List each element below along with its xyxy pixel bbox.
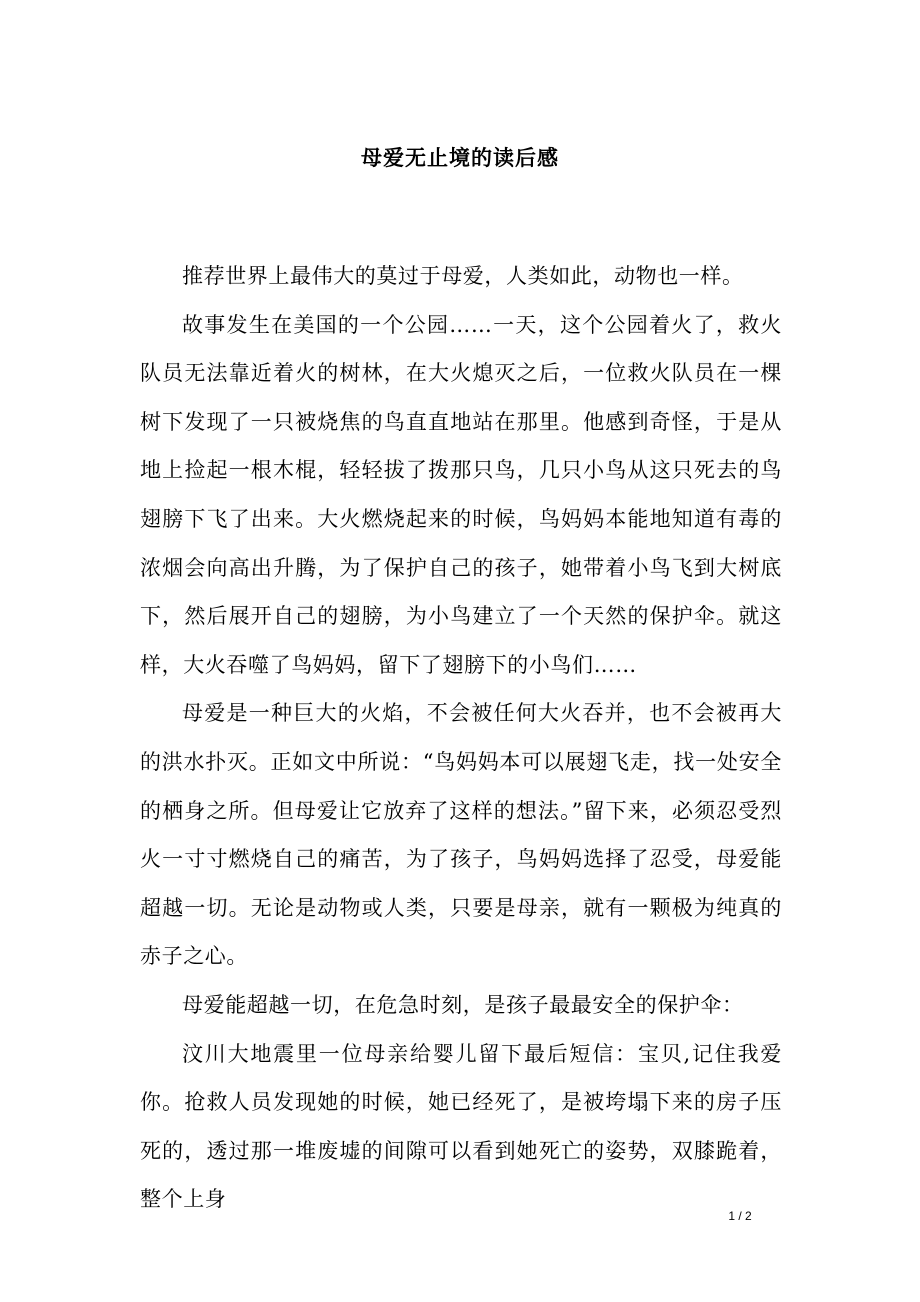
paragraph-1: 推荐世界上最伟大的莫过于母爱，人类如此，动物也一样。 <box>182 264 744 288</box>
paragraph-5: 汶川大地震里一位母亲给婴儿留下最后短信：宝贝,记住我爱你。抢救人员发现她的时候，她已经死了，是被垮塌下来的房子压死的，透过那一堆废墟的间隙可以看到她死亡的姿势，双膝跪着，整个上身 <box>140 1041 782 1212</box>
document-body <box>140 252 782 1224</box>
page-number: 1 / 2 <box>728 1209 752 1223</box>
document-title: 母爱无止境的读后感 <box>361 145 559 170</box>
paragraph-2: 故事发生在美国的一个公园……一天，这个公园着火了，救火队员无法靠近着火的树林，在大火熄灭之后，一位救火队员在一棵树下发现了一只被烧焦的鸟直直地站在那里。他感到奇怪，于是从地上捡起一根木棍，轻轻拔了拨那只鸟，几只小鸟从这只死去的鸟翅膀下飞了出来。大火燃烧起来的时候，鸟妈妈本能地知道有毒的浓烟会向高出升腾，为了保护自己的孩子，她带着小鸟飞到大树底下，然后展开自己的翅膀，为小鸟建立了一个天然的保护伞。就这样，大火吞噬了鸟妈妈，留下了翅膀下的小鸟们…… <box>140 312 782 677</box>
paragraph-3: 母爱是一种巨大的火焰，不会被任何大火吞并，也不会被再大的洪水扑灭。正如文中所说：“鸟妈妈本可以展翅飞走，找一处安全的栖身之所。但母爱让它放弃了这样的想法。”留下来，必须忍受烈火一寸寸燃烧自己的痛苦，为了孩子，鸟妈妈选择了忍受，母爱能超越一切。无论是动物或人类，只要是母亲，就有一颗极为纯真的赤子之心。 <box>140 701 782 969</box>
paragraph-4: 母爱能超越一切，在危急时刻，是孩子最最安全的保护伞： <box>182 992 744 1017</box>
